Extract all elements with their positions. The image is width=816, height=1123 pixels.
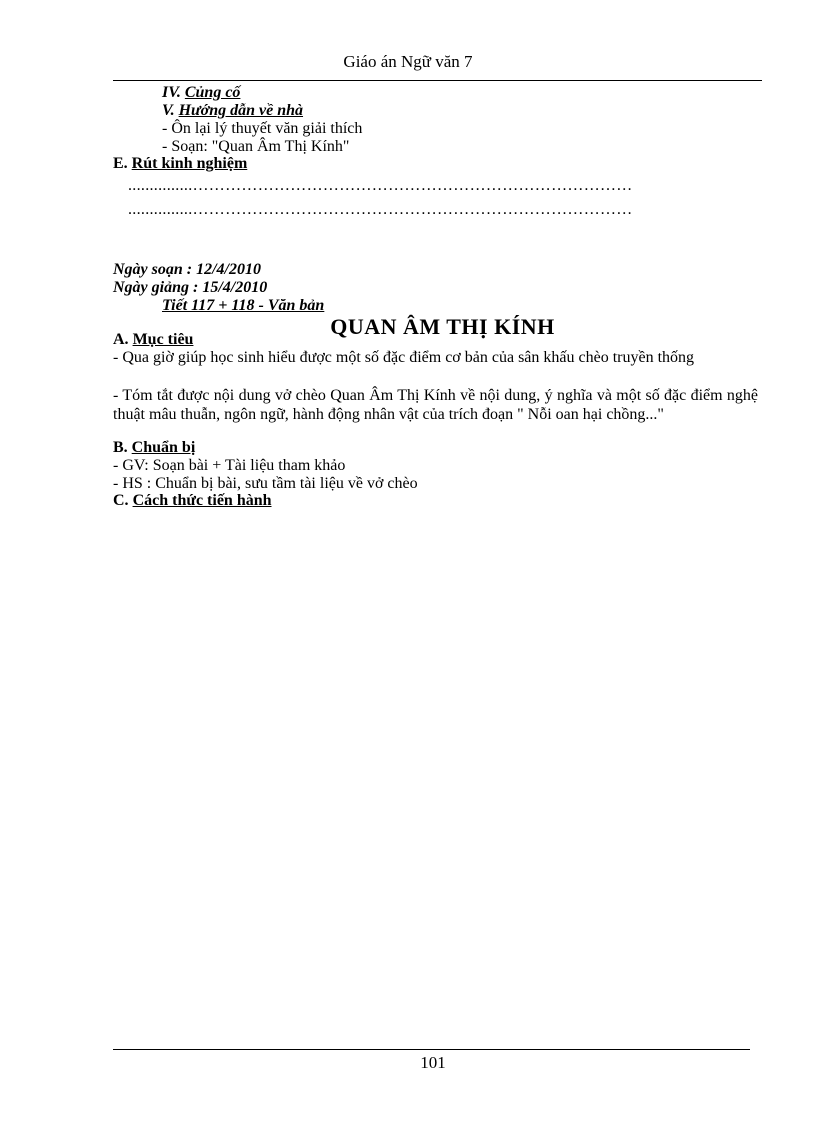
section-c-heading — [113, 492, 272, 510]
chuan-bi-hs: - HS : Chuẩn bị bài, sưu tầm tài liệu về vở chèo — [113, 475, 418, 492]
dotted-line-1: ...............……………………………………………………………………… — [128, 177, 633, 194]
page-number: 101 — [420, 1053, 446, 1072]
section-c-prefix: C. — [113, 492, 133, 509]
section-b-label: Chuẩn bị — [131, 439, 196, 456]
item-iv-prefix: IV. — [162, 84, 185, 101]
item-v-label: Hướng dẫn về nhà — [178, 102, 304, 119]
tiet-van-ban: Tiết 117 + 118 - Văn bản — [162, 297, 325, 314]
footer-rule — [113, 1049, 750, 1050]
section-e-prefix: E. — [113, 155, 132, 172]
ngay-soan: Ngày soạn : 12/4/2010 — [113, 261, 261, 278]
section-e-heading — [113, 155, 247, 173]
chuan-bi-gv: - GV: Soạn bài + Tài liệu tham khảo — [113, 457, 346, 474]
item-iv-cung-co — [162, 84, 240, 102]
section-e-label: Rút kinh nghiệm — [131, 155, 248, 172]
task-on-lai: - Ôn lại lý thuyết văn giải thích — [162, 120, 363, 137]
section-c-label: Cách thức tiến hành — [132, 492, 272, 509]
section-b-heading — [113, 439, 195, 457]
item-v-huong-dan — [162, 102, 303, 120]
section-b-prefix: B. — [113, 439, 132, 456]
task-soan: - Soạn: "Quan Âm Thị Kính" — [162, 138, 350, 155]
header-rule — [113, 80, 762, 81]
section-a-prefix: A. — [113, 331, 133, 348]
lesson-title: QUAN ÂM THỊ KÍNH — [330, 314, 555, 339]
page-header-title: Giáo án Ngữ văn 7 — [343, 52, 473, 71]
muc-tieu-paragraph-1: - Qua giờ giúp học sinh hiểu được một số đặc điểm cơ bản của sân khấu chèo truyền thống — [113, 349, 695, 366]
muc-tieu-paragraph-2: - Tóm tắt được nội dung vở chèo Quan Âm Thị Kính về nội dung, ý nghĩa và một số đặc điểm nghệ thuật mâu thuẫn, ngôn ngữ, hành động nhân vật của trích đoạn " Nỗi oan hại chồng..." — [113, 387, 758, 423]
dotted-line-2: ...............……………………………………………………………………… — [128, 201, 633, 218]
section-a-heading — [113, 331, 193, 349]
item-iv-label: Củng cố — [184, 84, 241, 101]
section-a-label: Mục tiêu — [132, 331, 194, 348]
item-v-prefix: V. — [162, 102, 179, 119]
ngay-giang: Ngày giảng : 15/4/2010 — [113, 279, 268, 296]
